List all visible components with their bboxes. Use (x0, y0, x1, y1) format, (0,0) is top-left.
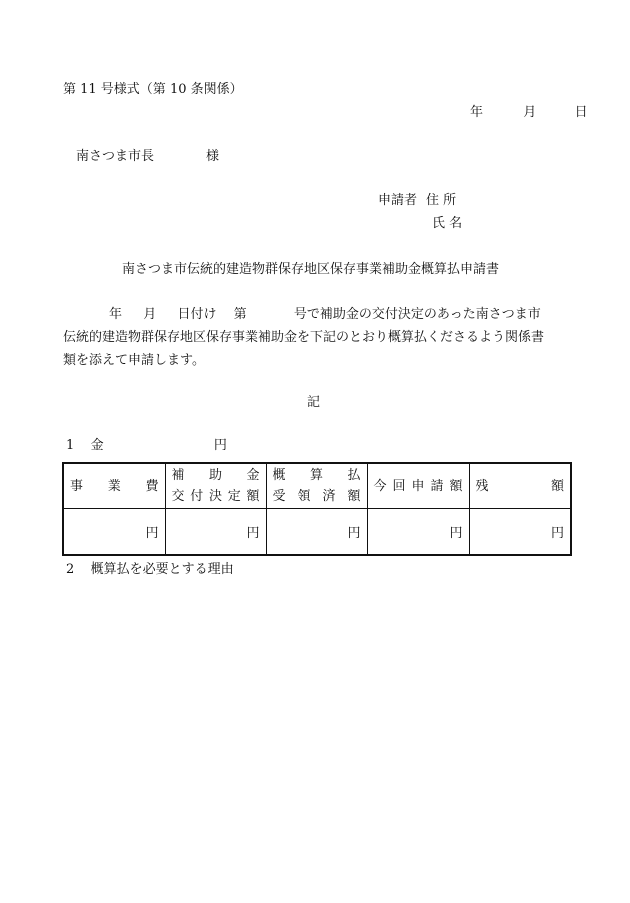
date-year: 年 (470, 105, 484, 120)
document-title: 南さつま市伝統的建造物群保存地区保存事業補助金概算払申請書 (122, 262, 500, 277)
date-day: 日 (574, 105, 588, 120)
date-line (470, 105, 588, 121)
table-row (63, 509, 571, 556)
applicant-role: 申請者 (378, 193, 418, 208)
item-amount-unit: 円 (213, 438, 227, 453)
form-number: 第 11 号様式（第 10 条関係） (63, 82, 243, 97)
date-month: 月 (523, 105, 537, 120)
header-advance-received: 概算払 受領済額 (266, 463, 367, 509)
table-header-row (63, 463, 571, 509)
addressee (76, 149, 219, 165)
item-amount-number: 1 (66, 438, 75, 453)
body-line-2: 伝統的建造物群保存地区保存事業補助金を下記のとおり概算払くださるよう関係書 (63, 330, 545, 345)
addressee-honorific: 様 (206, 149, 220, 164)
cell-advance-received[interactable]: 円 (266, 509, 367, 556)
item-reason (66, 562, 234, 578)
cell-grant-decision[interactable]: 円 (165, 509, 266, 556)
applicant-address-row (378, 193, 456, 209)
header-project-cost: 事業費 (63, 463, 165, 509)
header-grant-decision: 補助金 交付決定額 (165, 463, 266, 509)
item-reason-label: 概算払を必要とする理由 (90, 562, 234, 577)
applicant-name-row (432, 216, 462, 232)
body-text (63, 303, 573, 372)
header-remaining: 残額 (469, 463, 571, 509)
addressee-name: 南さつま市長 (76, 149, 155, 164)
item-amount-label: 金 (90, 438, 104, 453)
body-line-3: 類を添えて申請します。 (63, 353, 205, 368)
applicant-address-label: 住 所 (426, 193, 457, 208)
applicant-name-label: 氏 名 (432, 216, 463, 231)
header-current-request: 今回申請額 (367, 463, 469, 509)
cell-remaining[interactable]: 円 (469, 509, 571, 556)
ki-heading: 記 (307, 395, 321, 410)
cell-project-cost[interactable]: 円 (63, 509, 165, 556)
cell-current-request[interactable]: 円 (367, 509, 469, 556)
item-reason-number: 2 (66, 562, 75, 577)
amount-table (62, 462, 572, 556)
item-amount (66, 438, 227, 454)
body-line-1: 年 月 日付け 第 号で補助金の交付決定のあった南さつま市 (109, 307, 541, 322)
